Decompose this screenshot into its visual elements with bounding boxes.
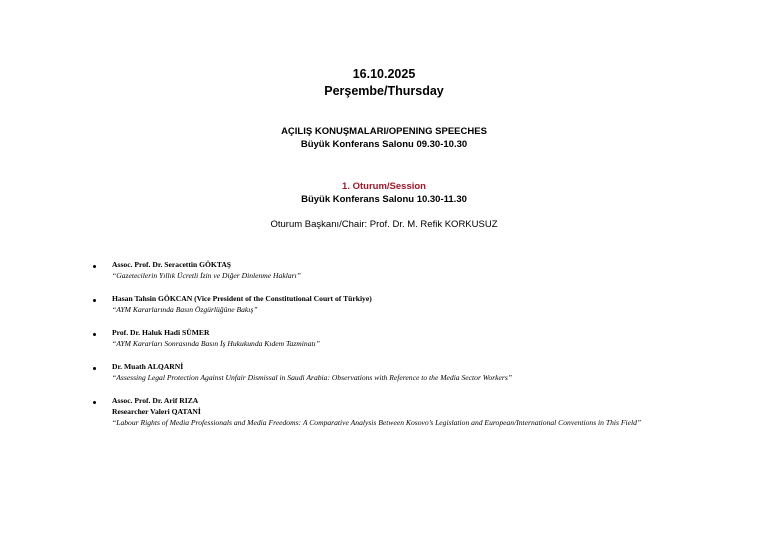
- speaker-name: Hasan Tahsin GÖKCAN (Vice President of the Constitutional Court of Türkiye): [112, 294, 372, 303]
- talk-title: “AYM Kararları Sonrasında Basın İş Hukukunda Kıdem Tazminatı”: [112, 339, 320, 348]
- bullet-icon: [93, 367, 96, 370]
- speaker-name: Dr. Muath ALQARNİ: [112, 362, 184, 371]
- talk-title: “Labour Rights of Media Professionals and Media Freedoms: A Comparative Analysis Between Kosovo’s Legislation and European/International Conventions in This Field”: [112, 418, 642, 427]
- bullet-icon: [93, 299, 96, 302]
- speaker-item: [93, 293, 713, 315]
- program-day: Perşembe/Thursday: [324, 84, 444, 98]
- session-chair: Oturum Başkanı/Chair: Prof. Dr. M. Refik KORKUSUZ: [270, 219, 498, 230]
- speaker-list: [93, 259, 713, 440]
- opening-speeches-room: Büyük Konferans Salonu 09.30-10.30: [300, 139, 468, 150]
- bullet-icon: [93, 265, 96, 268]
- speaker-name: Assoc. Prof. Dr. Seracettin GÖKTAŞ: [112, 260, 232, 269]
- speaker-item: [93, 395, 713, 428]
- session-title: 1. Oturum/Session: [342, 181, 426, 192]
- talk-title: “AYM Kararlarında Basın Özgürlüğüne Bakış”: [112, 305, 258, 314]
- talk-title: “Assessing Legal Protection Against Unfair Dismissal in Saudi Arabia: Observations with Reference to the Media Sector Workers”: [112, 373, 513, 382]
- talk-title: “Gazetecilerin Yıllık Ücretli İzin ve Diğer Dinlenme Hakları”: [112, 271, 301, 280]
- opening-speeches-title: AÇILIŞ KONUŞMALARI/OPENING SPEECHES: [281, 126, 487, 137]
- bullet-icon: [93, 333, 96, 336]
- speaker-name-secondary: Researcher Valeri QATANİ: [112, 407, 201, 416]
- bullet-icon: [93, 401, 96, 404]
- session-room: Büyük Konferans Salonu 10.30-11.30: [301, 194, 467, 205]
- speaker-name: Prof. Dr. Haluk Hadi SÜMER: [112, 328, 210, 337]
- speaker-name: Assoc. Prof. Dr. Arif RIZA: [112, 396, 199, 405]
- speaker-item: [93, 327, 713, 349]
- program-date: 16.10.2025: [352, 67, 416, 81]
- speaker-item: [93, 361, 713, 383]
- speaker-item: [93, 259, 713, 281]
